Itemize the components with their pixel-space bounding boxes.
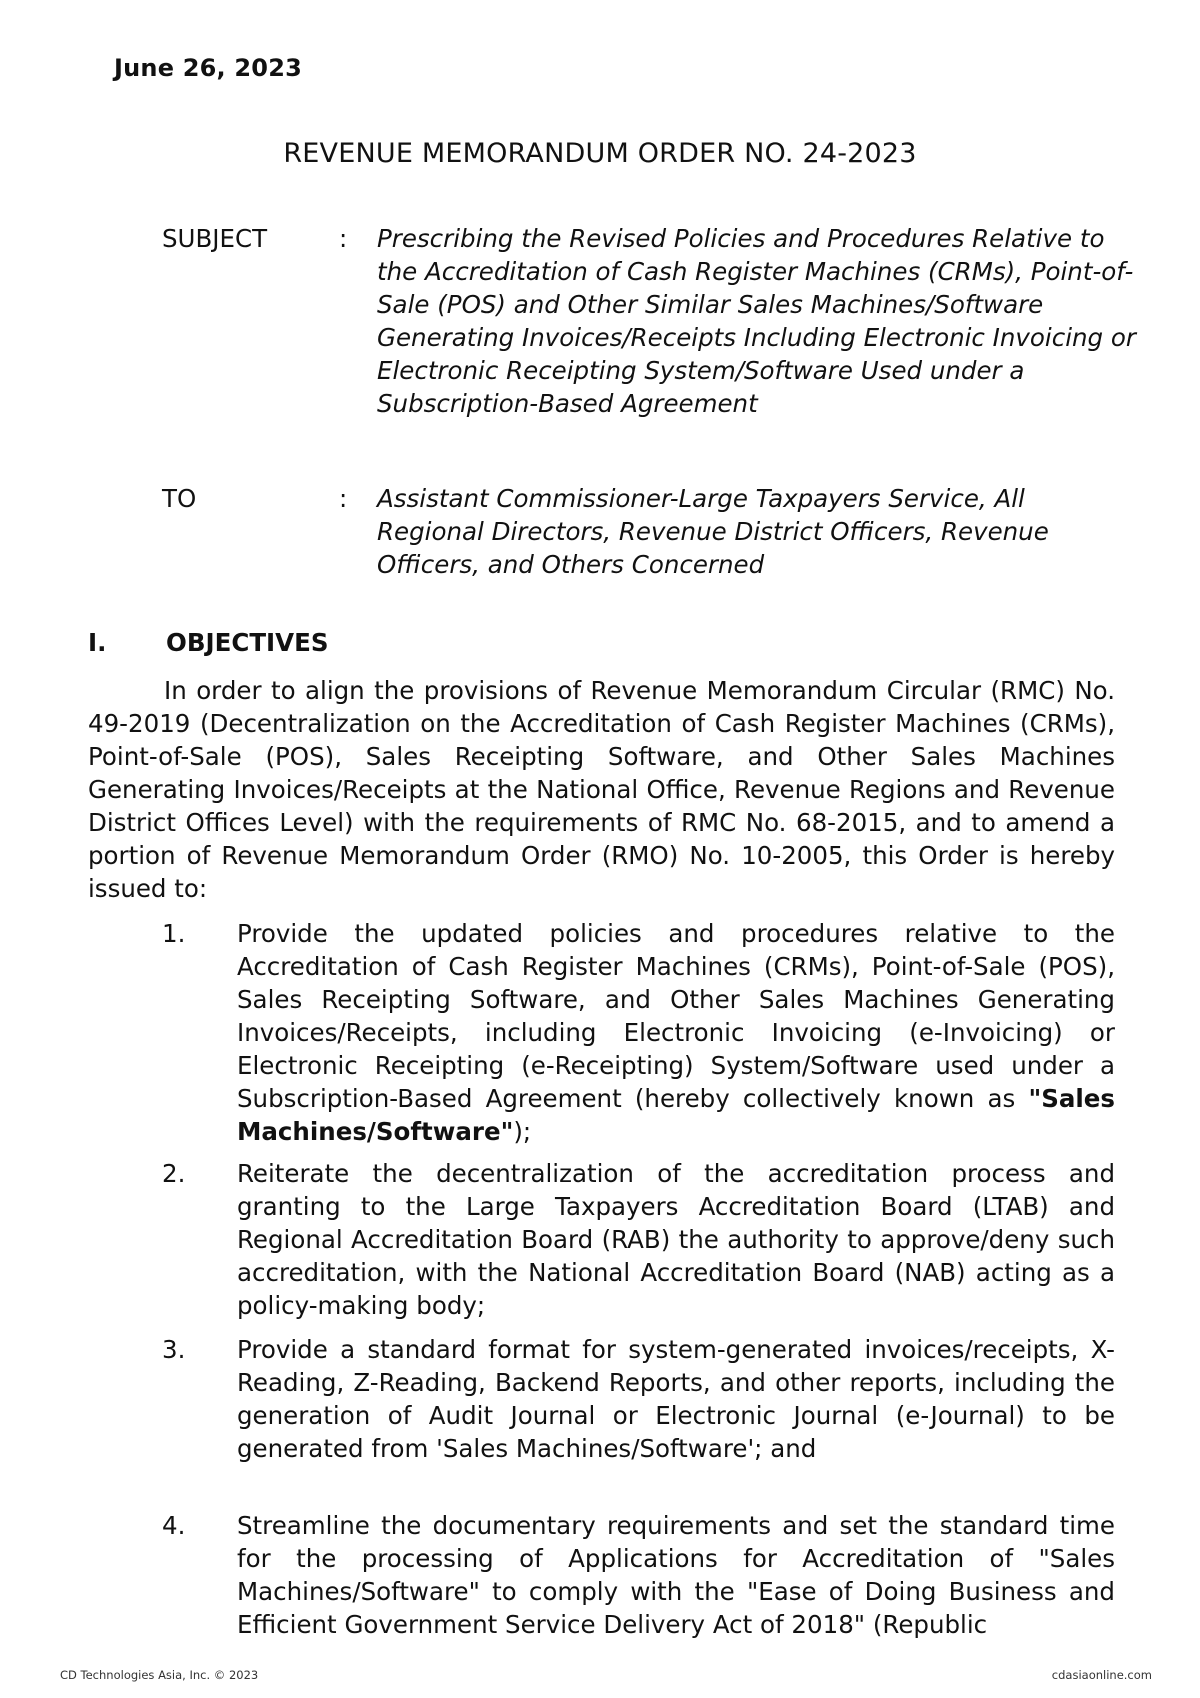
objective-item-2 [162, 1157, 1115, 1322]
objective-number: 4. [162, 1511, 186, 1540]
footer-website: cdasiaonline.com [1051, 1668, 1152, 1682]
section-intro-paragraph: In order to align the provisions of Revenue Memorandum Circular (RMC) No. 49-2019 (Decentralization on the Accreditation of Cash Register Machines (CRMs), Point-of-Sale (POS), Sales Receipting Software, and Other Sales Machines Generating Invoices/Receipts at the National Office, Revenue Regions and Revenue District Offices Level) with the requirements of RMC No. 68-2015, and to amend a portion of Revenue Memorandum Order (RMO) No. 10-2005, this Order is hereby issued to: [88, 676, 1115, 903]
objective-item-1 [162, 917, 1115, 1148]
to-value: Assistant Commissioner-Large Taxpayers Service, All Regional Directors, Revenue District Officers, Revenue Officers, and Others Concerned [377, 484, 1049, 579]
objective-item-3 [162, 1333, 1115, 1465]
objective-text: Provide a standard format for system-generated invoices/receipts, X-Reading, Z-Reading, Backend Reports, and other reports, including the generation of Audit Journal or Electronic Journal (e-Journal) to be generated from 'Sales Machines/Software'; and [237, 1335, 1115, 1463]
objective-number: 2. [162, 1159, 186, 1188]
objective-item-4 [162, 1509, 1115, 1641]
objective-bold-term: "Sales Machines/Software" [237, 1084, 1115, 1146]
to-colon: : [339, 484, 348, 513]
objective-text [237, 917, 1115, 1148]
objective-text: Streamline the documentary requirements and set the standard time for the processing of Applications for Accreditation of "Sales Machines/Software" to comply with the "Ease of Doing Business and Efficient Government Service Delivery Act of 2018" (Republic [237, 1511, 1115, 1639]
document-date: June 26, 2023 [114, 54, 303, 82]
document-title: REVENUE MEMORANDUM ORDER NO. 24-2023 [283, 138, 917, 169]
footer-copyright: CD Technologies Asia, Inc. © 2023 [60, 1668, 259, 1682]
objective-text: Reiterate the decentralization of the accreditation process and granting to the Large Taxpayers Accreditation Board (LTAB) and Regional Accreditation Board (RAB) the authority to approve/deny such accreditation, with the National Accreditation Board (NAB) acting as a policy-making body; [237, 1159, 1115, 1320]
subject-colon: : [339, 224, 348, 253]
objective-number: 3. [162, 1335, 186, 1364]
section-heading [88, 628, 329, 657]
objective-text-part: Provide the updated policies and procedures relative to the Accreditation of Cash Register Machines (CRMs), Point-of-Sale (POS), Sales Receipting Software, and Other Sales Machines Generating Invoices/Receipts, including Electronic Invoicing (e-Invoicing) or Electronic Receipting (e-Receipting) System/Software used under a Subscription-Based Agreement (hereby collectively known as [237, 919, 1115, 1113]
objective-text-part: ); [513, 1117, 532, 1146]
subject-label: SUBJECT [162, 224, 268, 253]
objective-number: 1. [162, 919, 186, 948]
section-title: OBJECTIVES [166, 628, 329, 657]
to-label: TO [162, 484, 197, 513]
subject-value: Prescribing the Revised Policies and Procedures Relative to the Accreditation of Cash Register Machines (CRMs), Point-of-Sale (POS) and Other Similar Sales Machines/Software Generating Invoices/Receipts Including Electronic Invoicing or Electronic Receipting System/Software Used under a Subscription-Based Agreement [377, 224, 1136, 418]
section-number: I. [88, 628, 107, 657]
